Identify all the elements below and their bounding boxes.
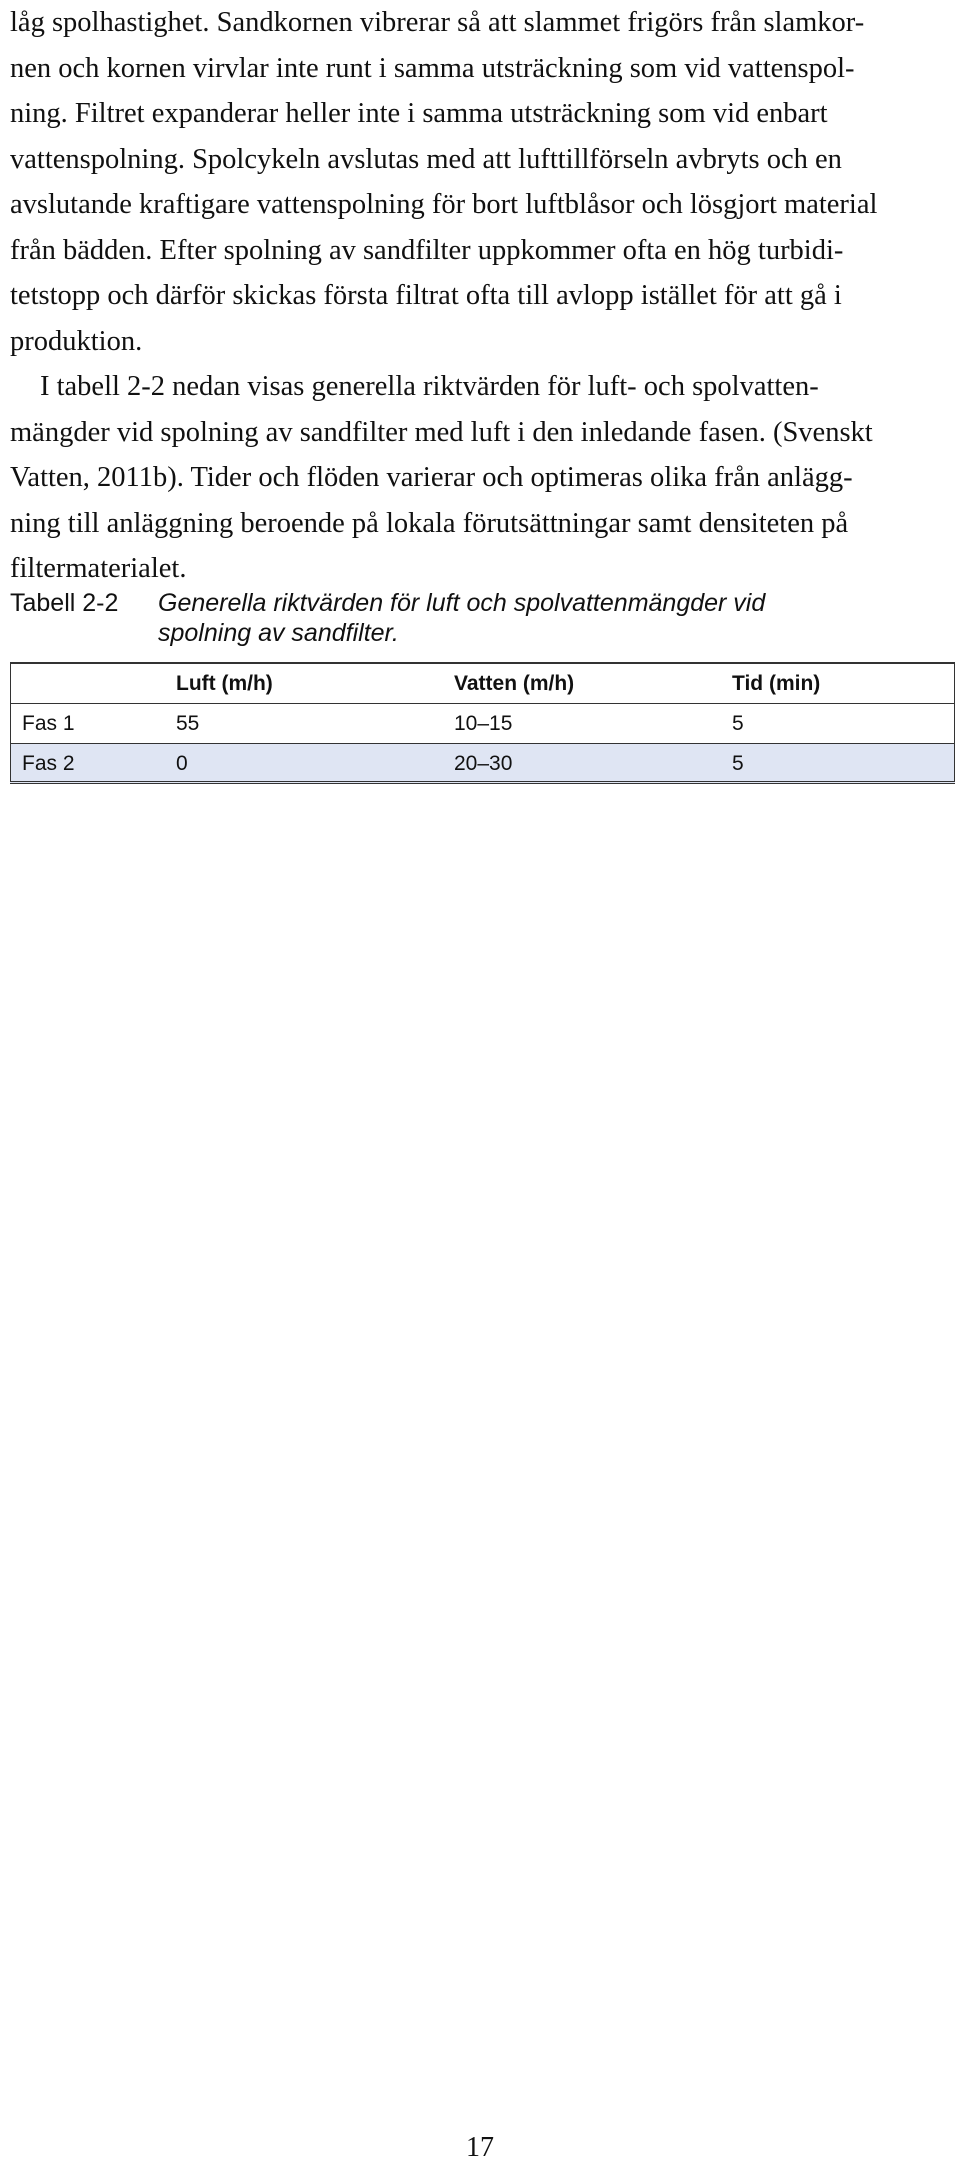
table-caption-text: Generella riktvärden för luft och spolvattenmängder vid spolning av sandfilter. xyxy=(158,589,766,647)
paragraph-2-line: mängder vid spolning av sandfilter med luft i den inledande fasen. (Svenskt xyxy=(10,416,873,448)
page-number: 17 xyxy=(466,2132,494,2163)
paragraph-1-line: låg spolhastighet. Sandkornen vibrerar så att slammet frigörs från slamkor- xyxy=(10,7,865,38)
table-header-row xyxy=(10,663,955,704)
table-caption xyxy=(10,588,956,648)
paragraph-2-line: Vatten, 2011b). Tider och flöden varierar och optimeras olika från anlägg- xyxy=(10,462,853,493)
table-header-cell xyxy=(10,663,164,704)
table-cell: Fas 1 xyxy=(10,704,164,744)
table-cell: 0 xyxy=(164,744,442,784)
table-header-cell: Vatten (m/h) xyxy=(442,663,720,704)
paragraph-1-line: produktion. xyxy=(10,325,143,357)
paragraph-2-line: filtermaterialet. xyxy=(10,553,187,584)
table-cell: 5 xyxy=(720,744,955,784)
paragraph-1-line: från bädden. Efter spolning av sandfilter uppkommer ofta en hög turbidi- xyxy=(10,234,844,266)
paragraph-2-line: I tabell 2-2 nedan visas generella riktvärden för luft- och spolvatten- xyxy=(40,371,819,402)
table-cell: 55 xyxy=(164,704,442,744)
table-header-cell: Tid (min) xyxy=(720,663,955,704)
backwash-table xyxy=(10,662,955,784)
paragraph-1-line: ning. Filtret expanderar heller inte i samma utsträckning som vid enbart xyxy=(10,98,828,129)
table-row xyxy=(10,704,955,744)
paragraph-1-line: nen och kornen virvlar inte runt i samma utsträckning som vid vattenspol- xyxy=(10,52,855,84)
table-caption-label: Tabell 2-2 xyxy=(10,589,119,617)
table-cell: Fas 2 xyxy=(10,744,164,784)
table-cell: 10–15 xyxy=(442,704,720,744)
paragraph-1-line: tetstopp och därför skickas första filtrat ofta till avlopp istället för att gå i xyxy=(10,280,842,311)
page-body xyxy=(10,0,956,592)
table-row xyxy=(10,744,955,784)
paragraph-1-line: vattenspolning. Spolcykeln avslutas med att lufttillförseln avbryts och en xyxy=(10,143,842,175)
table-header-cell: Luft (m/h) xyxy=(164,663,442,704)
table-cell: 20–30 xyxy=(442,744,720,784)
paragraph-2-line: ning till anläggning beroende på lokala förutsättningar samt densiteten på xyxy=(10,507,849,539)
paragraph-1 xyxy=(10,0,956,364)
table-cell: 5 xyxy=(720,704,955,744)
paragraph-2 xyxy=(10,364,956,592)
paragraph-1-line: avslutande kraftigare vattenspolning för bort luftblåsor och lösgjort material xyxy=(10,189,878,220)
